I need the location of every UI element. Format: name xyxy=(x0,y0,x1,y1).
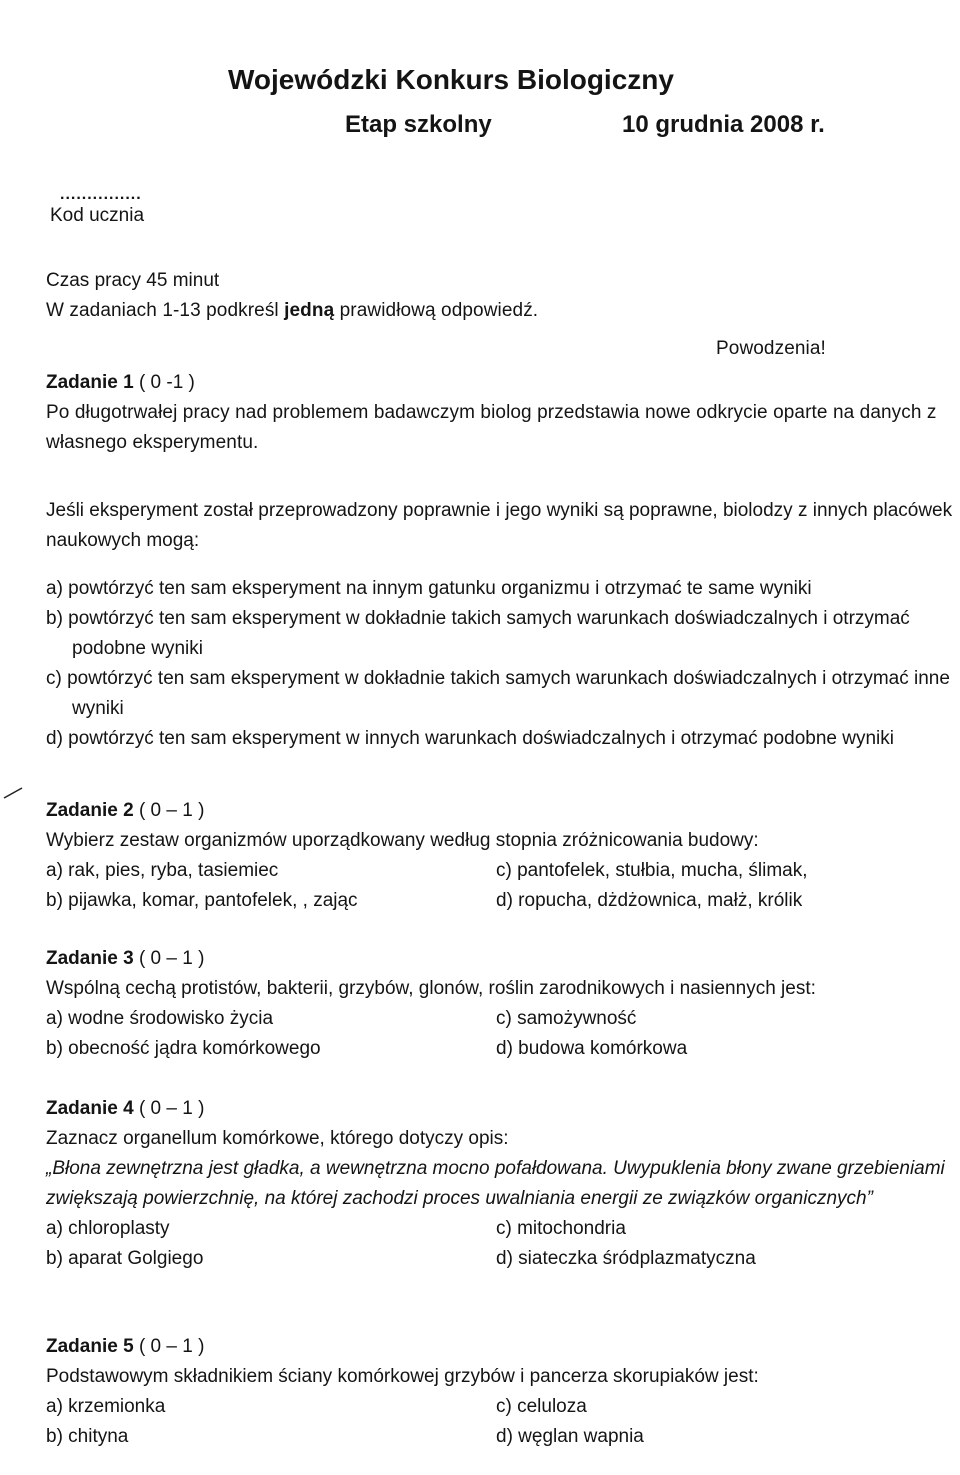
task-2-option-d[interactable]: d) ropucha, dżdżownica, małż, królik xyxy=(496,890,803,911)
task-5-points: ( 0 – 1 ) xyxy=(138,1336,205,1357)
task-3-option-a[interactable]: a) wodne środowisko życia xyxy=(46,1008,274,1029)
task-4-option-d[interactable]: d) siateczka śródplazmatyczna xyxy=(496,1248,756,1269)
task-5-option-c[interactable]: c) celuloza xyxy=(496,1396,587,1417)
task-1-question: Jeśli eksperyment został przeprowadzony poprawnie i jego wyniki są poprawne, biolodzy z innych placówek naukowych mogą: xyxy=(46,500,953,551)
task-5-question: Podstawowym składnikiem ściany komórkowej grzybów i pancerza skorupiaków jest: xyxy=(46,1366,759,1387)
task-3 xyxy=(46,944,956,1064)
task-3-title: Zadanie 3 xyxy=(46,948,134,969)
task-1-intro: Po długotrwałej pracy nad problemem badawczym biolog przedstawia nowe odkrycie oparte na danych z własnego eksperymentu. xyxy=(46,402,937,453)
task-3-points: ( 0 – 1 ) xyxy=(138,948,205,969)
task-5-option-d[interactable]: d) węglan wapnia xyxy=(496,1426,644,1447)
task-4-points: ( 0 – 1 ) xyxy=(138,1098,205,1119)
task-5 xyxy=(46,1332,956,1452)
instructions-line xyxy=(46,296,538,326)
task-1 xyxy=(46,368,956,754)
student-code-dots: ............... xyxy=(60,186,142,203)
task-4 xyxy=(46,1094,956,1274)
task-3-question: Wspólną cechą protistów, bakterii, grzybów, glonów, roślin zarodnikowych i nasiennych jest: xyxy=(46,978,816,999)
task-4-option-b[interactable]: b) aparat Golgiego xyxy=(46,1248,204,1269)
task-2-option-c[interactable]: c) pantofelek, stułbia, mucha, ślimak, xyxy=(496,860,808,881)
task-2-heading xyxy=(46,796,956,826)
time-limit: Czas pracy 45 minut xyxy=(46,270,220,291)
task-3-heading xyxy=(46,944,956,974)
instructions-suffix: prawidłową odpowiedź. xyxy=(334,300,539,321)
task-5-heading xyxy=(46,1332,956,1362)
instructions-emphasis: jedną xyxy=(284,300,335,321)
task-2-points: ( 0 – 1 ) xyxy=(138,800,205,821)
task-4-question: Zaznacz organellum komórkowe, którego dotyczy opis: xyxy=(46,1128,509,1149)
task-1-title: Zadanie 1 xyxy=(46,372,134,393)
task-5-option-a[interactable]: a) krzemionka xyxy=(46,1396,166,1417)
exam-date: 10 grudnia 2008 r. xyxy=(622,111,825,138)
good-luck: Powodzenia! xyxy=(716,338,826,359)
task-2-title: Zadanie 2 xyxy=(46,800,134,821)
task-1-option-c[interactable]: c) powtórzyć ten sam eksperyment w dokładnie takich samych warunkach doświadczalnych i otrzymać inne wyniki xyxy=(46,668,950,719)
task-3-option-c[interactable]: c) samożywność xyxy=(496,1008,637,1029)
task-1-option-b[interactable]: b) powtórzyć ten sam eksperyment w dokładnie takich samych warunkach doświadczalnych i otrzymać podobne wyniki xyxy=(46,608,910,659)
task-4-option-c[interactable]: c) mitochondria xyxy=(496,1218,626,1239)
stage-label: Etap szkolny xyxy=(345,111,492,138)
instructions-prefix: W zadaniach 1-13 podkreśl xyxy=(46,300,285,321)
task-3-option-d[interactable]: d) budowa komórkowa xyxy=(496,1038,688,1059)
student-code-label: Kod ucznia xyxy=(50,205,145,226)
task-4-option-a[interactable]: a) chloroplasty xyxy=(46,1218,170,1239)
page-title: Wojewódzki Konkurs Biologiczny xyxy=(228,64,674,95)
task-2-option-a[interactable]: a) rak, pies, ryba, tasiemiec xyxy=(46,860,279,881)
task-4-heading xyxy=(46,1094,956,1124)
task-1-points: ( 0 -1 ) xyxy=(138,372,195,393)
task-5-title: Zadanie 5 xyxy=(46,1336,134,1357)
task-3-option-b[interactable]: b) obecność jądra komórkowego xyxy=(46,1038,321,1059)
task-5-option-b[interactable]: b) chityna xyxy=(46,1426,129,1447)
task-1-heading xyxy=(46,368,956,398)
scan-mark xyxy=(2,786,26,800)
task-4-title: Zadanie 4 xyxy=(46,1098,134,1119)
task-1-option-d[interactable]: d) powtórzyć ten sam eksperyment w innych warunkach doświadczalnych i otrzymać podobne wyniki xyxy=(46,728,894,749)
task-1-option-a[interactable]: a) powtórzyć ten sam eksperyment na innym gatunku organizmu i otrzymać te same wyniki xyxy=(46,578,812,599)
task-2 xyxy=(46,796,956,916)
task-2-question: Wybierz zestaw organizmów uporządkowany według stopnia zróżnicowania budowy: xyxy=(46,830,759,851)
task-2-option-b[interactable]: b) pijawka, komar, pantofelek, , zając xyxy=(46,890,358,911)
task-4-quote: „Błona zewnętrzna jest gładka, a wewnętrzna mocno pofałdowana. Uwypuklenia błony zwane grzebieniami zwiększają powierzchnię, na której zachodzi proces uwalniania energii ze związków organicznych” xyxy=(46,1158,945,1209)
